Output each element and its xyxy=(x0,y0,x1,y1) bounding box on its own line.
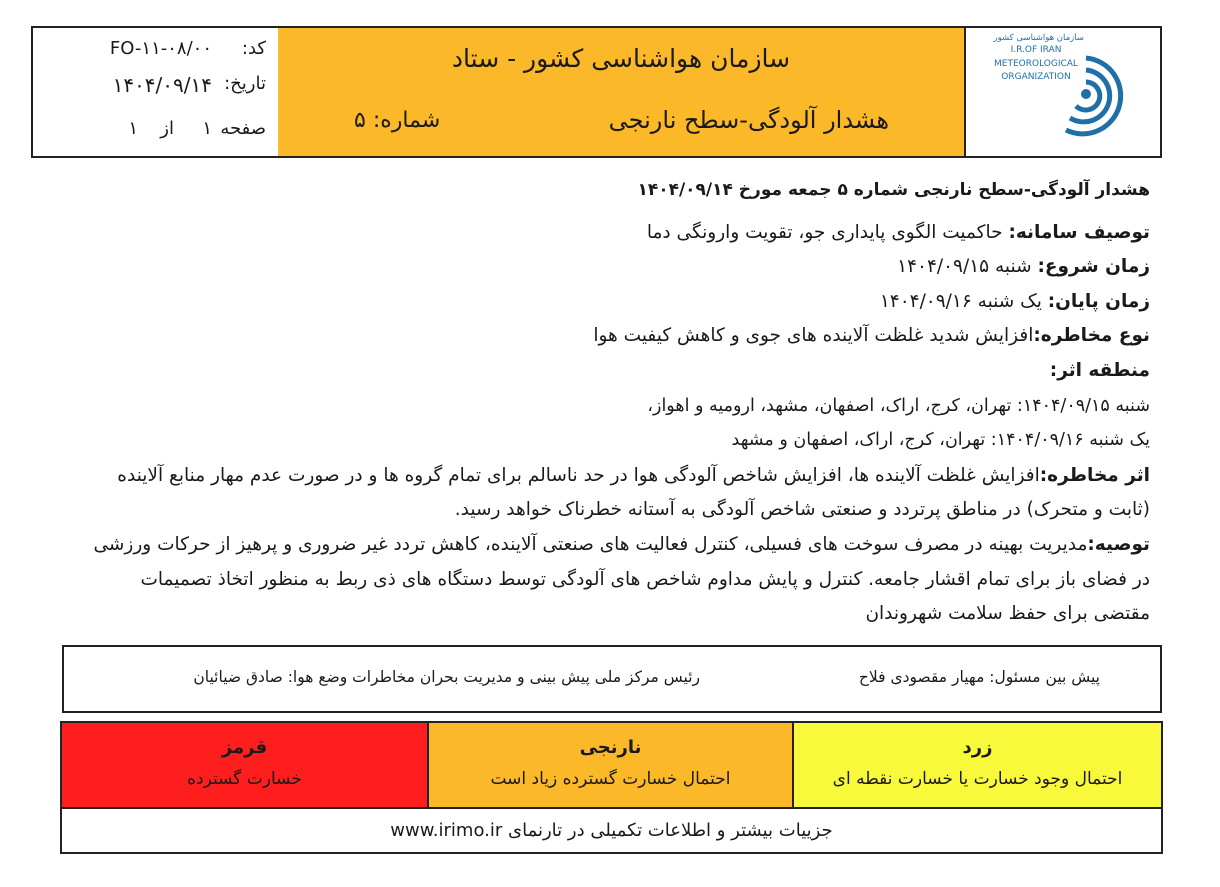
logo-text-meteorological: METEOROLOGICAL xyxy=(994,59,1078,69)
hazard-label: نوع مخاطره: xyxy=(1033,325,1150,346)
legend-yellow-desc: احتمال وجود خسارت یا خسارت نقطه ای xyxy=(832,769,1123,789)
organization-title: سازمان هواشناسی کشور - ستاد xyxy=(451,44,791,73)
advice-label: توصیه: xyxy=(1087,534,1150,555)
website-footer: جزییات بیشتر و اطلاعات تکمیلی در تارنمای www.irimo.ir xyxy=(390,820,833,841)
page-label: صفحه xyxy=(220,118,266,139)
number-value: ۵ xyxy=(354,108,366,133)
advice-line-1 xyxy=(93,534,1150,555)
warning-number xyxy=(354,108,440,133)
advice-line-3: مقتضی برای حفظ سلامت شهروندان xyxy=(865,603,1150,624)
date-label: تاریخ: xyxy=(224,73,266,94)
number-label: شماره: xyxy=(372,108,441,133)
code-value: FO-۱۱-۰۸/۰۰ xyxy=(109,38,212,59)
forecaster: پیش بین مسئول: مهیار مقصودی فلاح xyxy=(858,668,1100,686)
end-value: یک شنبه ۱۴۰۴/۰۹/۱۶ xyxy=(879,291,1048,312)
area-label: منطقه اثر: xyxy=(1049,360,1150,381)
start-label: زمان شروع: xyxy=(1037,256,1150,277)
end-label: زمان پایان: xyxy=(1047,291,1150,312)
logo-text-organization: ORGANIZATION xyxy=(1001,72,1071,82)
start-value: شنبه ۱۴۰۴/۰۹/۱۵ xyxy=(897,256,1038,277)
impact-line-2: (ثابت و متحرک) در مناطق پرتردد و صنعتی شاخص آلودگی به آستانه خطرناک خواهد رسید. xyxy=(454,499,1150,520)
headline: هشدار آلودگی-سطح نارنجی شماره ۵ جمعه مورخ ۱۴۰۴/۰۹/۱۴ xyxy=(637,180,1150,200)
impact-label: اثر مخاطره: xyxy=(1039,465,1150,486)
page-current: ۱ xyxy=(202,118,212,139)
legend-orange xyxy=(427,723,794,809)
end-time xyxy=(880,291,1150,312)
advice-value-1: مدیریت بهینه در مصرف سوخت های فسیلی، کنترل فعالیت های صنعتی آلاینده، کاهش تردد غیر ضروری و پرهیز از حرکات ورزشی xyxy=(93,534,1088,555)
legend-yellow xyxy=(794,723,1161,809)
page-total: ۱ xyxy=(128,118,138,139)
system-label: توصیف سامانه: xyxy=(1008,222,1150,243)
impact-value-1: افزایش غلظت آلاینده ها، افزایش شاخص آلودگی هوا در حد ناسالم برای تمام گروه ها و در صورت عدم مهار منابع آلاینده xyxy=(117,465,1040,486)
officials-box xyxy=(62,645,1162,713)
warning-title: هشدار آلودگی-سطح نارنجی xyxy=(608,106,889,134)
alert-level-legend xyxy=(60,721,1163,854)
legend-red-title: قرمز xyxy=(221,737,268,758)
start-time xyxy=(897,256,1150,277)
hazard-type xyxy=(593,325,1150,346)
date-value: ۱۴۰۴/۰۹/۱۴ xyxy=(112,73,212,97)
document-meta-panel xyxy=(33,28,278,156)
code-label: کد: xyxy=(241,38,266,59)
logo-text-fa: سازمان هواشناسی کشور xyxy=(993,33,1084,43)
legend-yellow-title: زرد xyxy=(962,737,993,758)
logo-panel xyxy=(964,28,1160,156)
area-line-2: یک شنبه ۱۴۰۴/۰۹/۱۶: تهران، کرج، اراک، اصفهان و مشهد xyxy=(731,430,1150,450)
system-description xyxy=(647,222,1150,243)
page-of: از xyxy=(160,118,174,139)
hazard-value: افزایش شدید غلظت آلاینده های جوی و کاهش کیفیت هوا xyxy=(593,325,1034,346)
legend-orange-desc: احتمال خسارت گسترده زیاد است xyxy=(490,769,731,789)
meteorological-organization-logo xyxy=(966,28,1158,156)
legend-red-desc: خسارت گسترده xyxy=(187,769,302,789)
system-value: حاکمیت الگوی پایداری جو، تقویت وارونگی دما xyxy=(646,222,1009,243)
center-head: رئیس مرکز ملی پیش بینی و مدیریت بحران مخاطرات وضع هوا: صادق ضیائیان xyxy=(193,668,700,686)
advice-line-2: در فضای باز برای تمام اقشار جامعه. کنترل و پایش مداوم شاخص های آلودگی توسط دستگاه های ذی ربط به منظور اتخاذ تصمیمات xyxy=(140,569,1150,590)
impact-line-1 xyxy=(117,465,1150,486)
document-header xyxy=(31,26,1162,158)
title-panel xyxy=(276,28,964,156)
logo-text-iran: I.R.OF IRAN xyxy=(1010,45,1062,55)
legend-red xyxy=(62,723,427,809)
legend-orange-title: نارنجی xyxy=(579,737,642,758)
area-line-1: شنبه ۱۴۰۴/۰۹/۱۵: تهران، کرج، اراک، اصفهان، مشهد، ارومیه و اهواز، xyxy=(647,396,1150,416)
